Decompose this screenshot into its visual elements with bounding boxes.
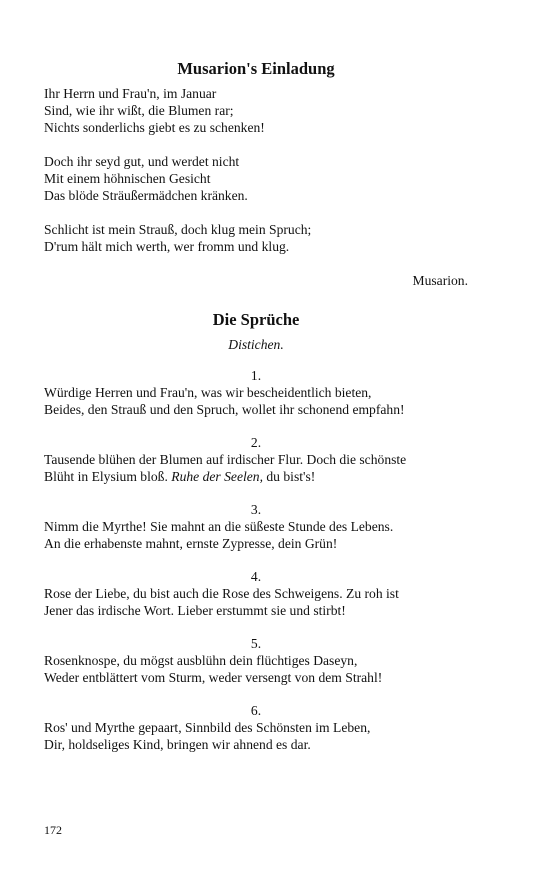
distich-number: 2. xyxy=(250,435,262,450)
poem-subtitle: Distichen. xyxy=(228,337,284,352)
distich-3 xyxy=(44,501,468,552)
verse-line: Das blöde Sträußermädchen kränken. xyxy=(44,188,248,203)
verse-text: Blüht in Elysium bloß. xyxy=(44,469,172,484)
distich-1 xyxy=(44,367,468,418)
verse-line: Beides, den Strauß und den Spruch, wollet ihr schonend empfahn! xyxy=(44,402,405,417)
verse-line: Tausende blühen der Blumen auf irdischer Flur. Doch die schönste xyxy=(44,452,407,467)
verse-line xyxy=(44,468,468,485)
poem-title-einladung: Musarion's Einladung xyxy=(177,59,335,78)
verse-emphasis: Ruhe der Seelen, xyxy=(171,469,263,484)
distich-number: 4. xyxy=(250,569,262,584)
author-signature: Musarion. xyxy=(412,273,468,288)
page-content xyxy=(44,58,468,753)
distich-number: 1. xyxy=(250,368,262,383)
verse-line: Rose der Liebe, du bist auch die Rose des Schweigens. Zu roh ist xyxy=(44,586,399,601)
poem-title-sprueche: Die Sprüche xyxy=(212,310,300,329)
verse-line: Mit einem höhnischen Gesicht xyxy=(44,171,211,186)
verse-line: Jener das irdische Wort. Lieber erstummt sie und stirbt! xyxy=(44,603,346,618)
stanza-3 xyxy=(44,221,468,255)
distich-number: 6. xyxy=(250,703,262,718)
verse-line: Dir, holdseliges Kind, bringen wir ahnend es dar. xyxy=(44,737,311,752)
distich-4 xyxy=(44,568,468,619)
distich-2 xyxy=(44,434,468,485)
verse-line: Weder entblättert vom Sturm, weder versengt von dem Strahl! xyxy=(44,670,383,685)
distich-5 xyxy=(44,635,468,686)
verse-line: Schlicht ist mein Strauß, doch klug mein Spruch; xyxy=(44,222,312,237)
verse-line: Ihr Herrn und Frau'n, im Januar xyxy=(44,86,217,101)
verse-text: du bist's! xyxy=(262,469,316,484)
stanza-2 xyxy=(44,153,468,204)
distich-6 xyxy=(44,702,468,753)
verse-line: Doch ihr seyd gut, und werdet nicht xyxy=(44,154,240,169)
verse-line: Würdige Herren und Frau'n, was wir bescheidentlich bieten, xyxy=(44,385,372,400)
verse-line: An die erhabenste mahnt, ernste Zypresse, dein Grün! xyxy=(44,536,338,551)
verse-line: Nimm die Myrthe! Sie mahnt an die süßeste Stunde des Lebens. xyxy=(44,519,394,534)
distich-number: 5. xyxy=(250,636,262,651)
stanza-1 xyxy=(44,85,468,136)
verse-line: Rosenknospe, du mögst ausblühn dein flüchtiges Daseyn, xyxy=(44,653,358,668)
verse-line: Ros' und Myrthe gepaart, Sinnbild des Schönsten im Leben, xyxy=(44,720,371,735)
distich-number: 3. xyxy=(250,502,262,517)
verse-line: Nichts sonderlichs giebt es zu schenken! xyxy=(44,120,265,135)
verse-line: D'rum hält mich werth, wer fromm und klug. xyxy=(44,239,290,254)
verse-line: Sind, wie ihr wißt, die Blumen rar; xyxy=(44,103,234,118)
page-number: 172 xyxy=(44,823,62,837)
